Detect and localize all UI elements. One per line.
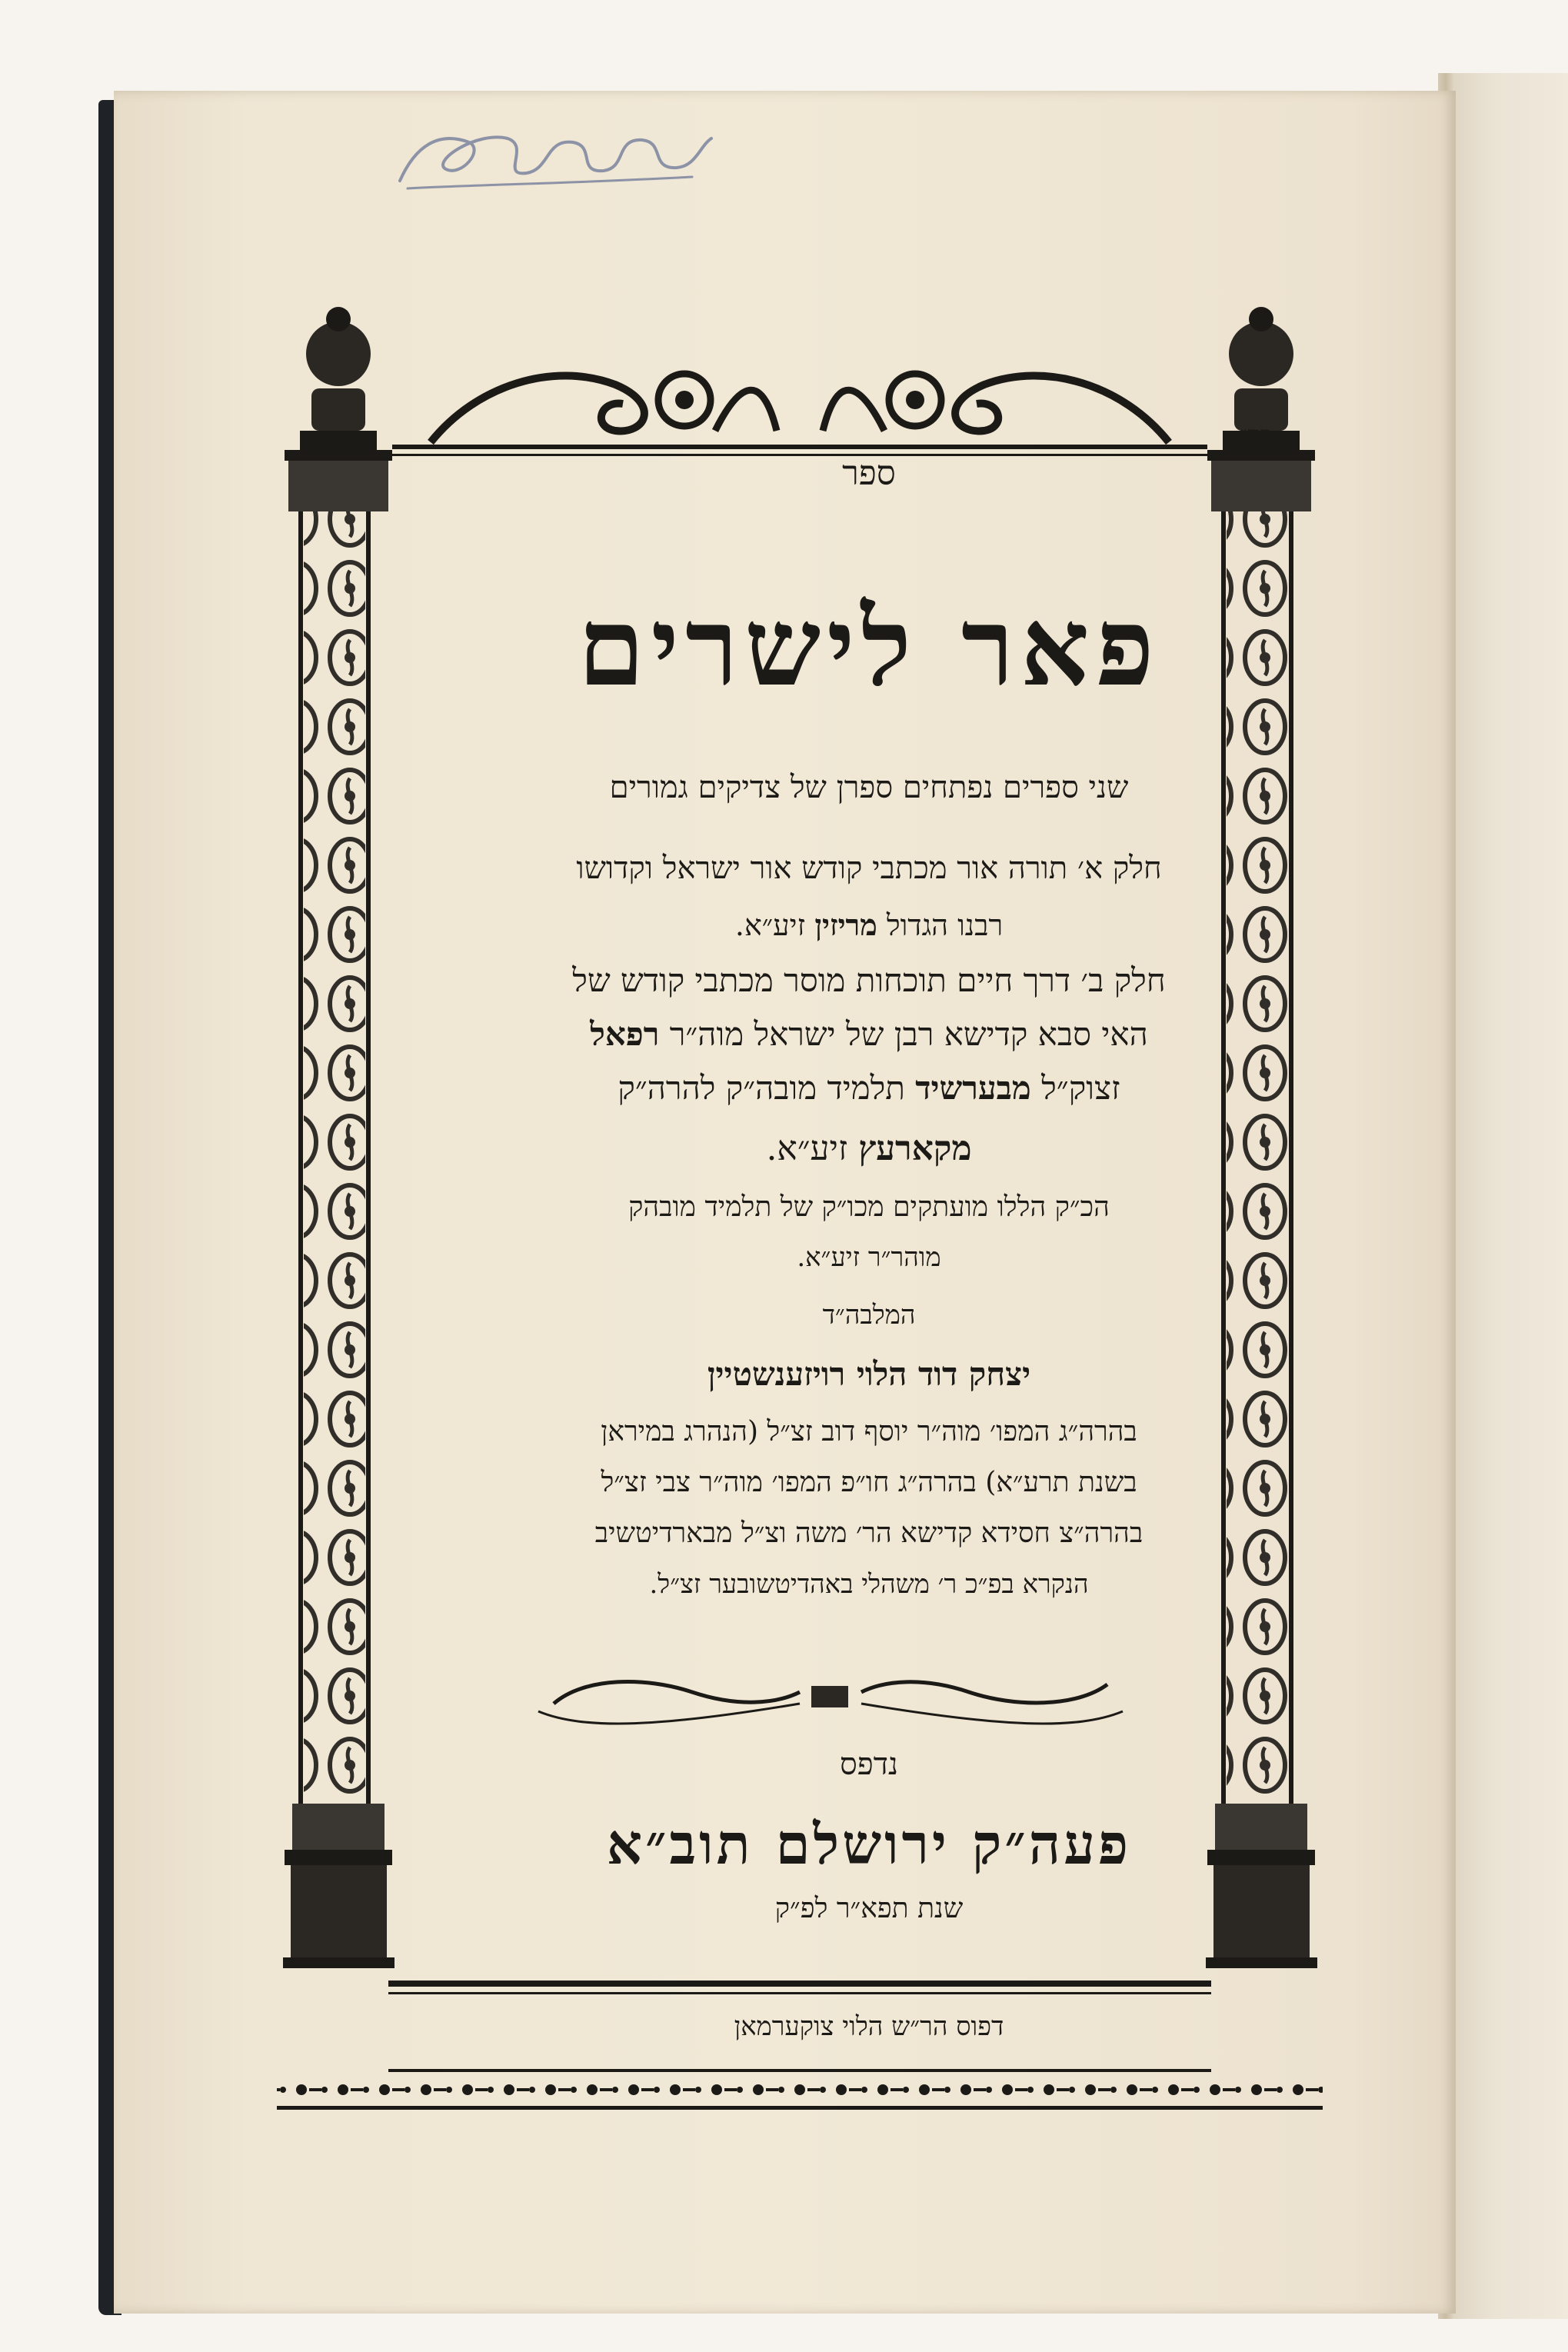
printed-label: נדפס [840,1747,898,1782]
part2-line3: זצוק״ל מבערשיד תלמיד מובה״ק להרה״ק [618,1069,1120,1107]
sefer-label: ספר [842,454,896,493]
part2-line2: האי סבא קדישא רבן של ישראל מוה״ר רפאל [590,1015,1148,1053]
editor-name: יצחק דוד הלוי רויזענשטיין [707,1355,1031,1393]
editor-lineage-3: בהרה״צ חסידא קדישא הר׳ משה וצ״ל מבארדיטשיב [594,1517,1144,1549]
editor-lineage-1: בהרה״ג המפו׳ מוה״ר יוסף דוב זצ״ל (הנהרג במיראן [601,1416,1137,1448]
printer-name: דפוס הר״ש הלוי צוקערמאן [734,2011,1004,2042]
copied-line1: הכ״ק הללו מועתקים מכו״ק של תלמיד מובהק [628,1191,1110,1223]
editor-label: המלבה״ד [822,1300,916,1331]
editor-lineage-2: בשנת תרע״א) בהרה״ג חו״פ המפו׳ מוה״ר צבי זצ״ל [601,1467,1137,1498]
part2-line4: מקארעץ זיע״א. [766,1129,972,1168]
editor-lineage-4: הנקרא בפ״כ ר׳ משהלי באהדיטשובער זצ״ל. [649,1569,1089,1600]
book-title: פאר לישרים [578,585,1160,711]
header-mark: בה״ [1238,421,1272,448]
part1-line1: חלק א׳ תורה אור מכתבי קודש אור ישראל וקדושו [576,851,1162,886]
printing-year: שנת תפא״ר לפ״ק [774,1893,964,1924]
printing-place: פעה״ק ירושלם תוב״א [606,1811,1132,1877]
left-column [283,307,394,1968]
part2-line1: חלק ב׳ דרך חיים תוכחות מוסר מכתבי קודש של [572,961,1166,999]
subtitle: שני ספרים נפתחים ספרן של צדיקים גמורים [609,770,1129,805]
title-text-block [431,0,1307,2352]
part1-line2: רבנו הגדול מריזין זיע״א. [734,908,1004,942]
copied-line2: מוהר״ר זיע״א. [797,1242,941,1273]
